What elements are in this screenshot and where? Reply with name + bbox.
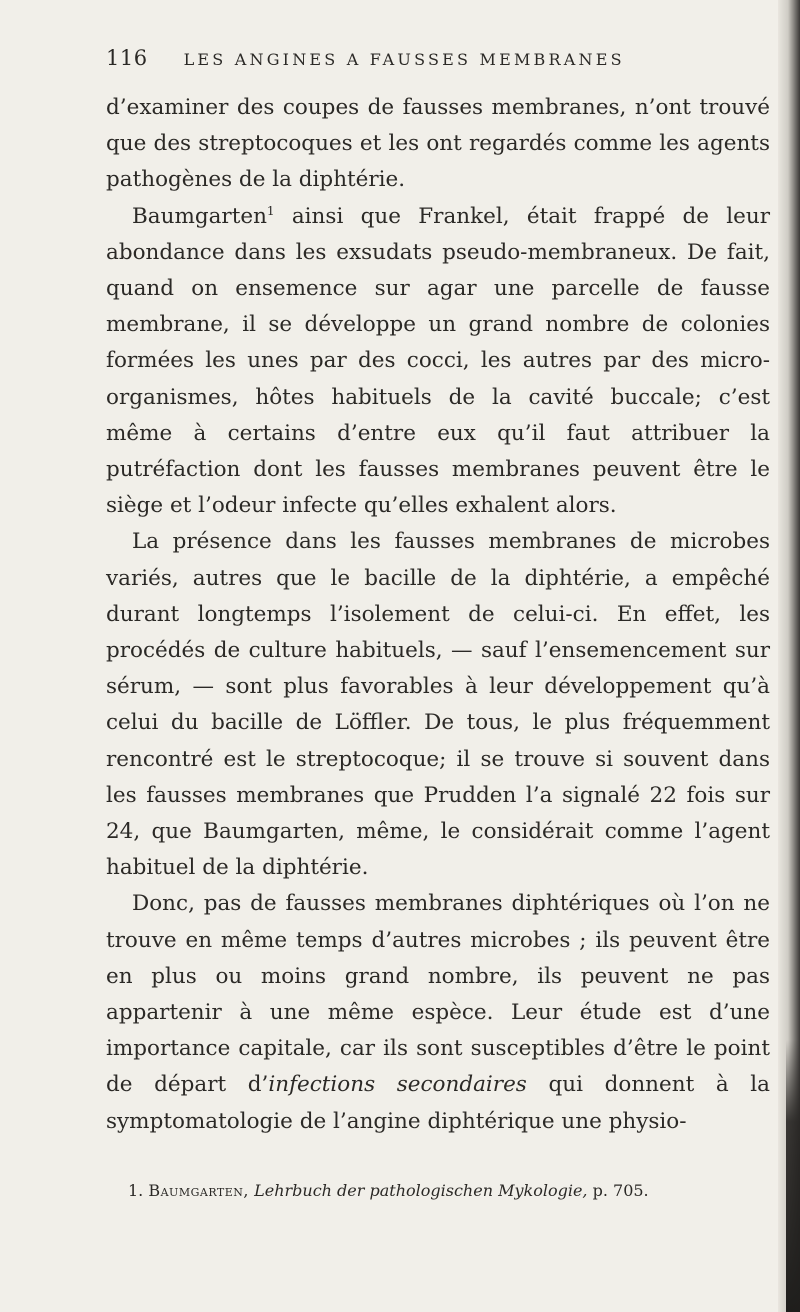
paragraph-4 (106, 886, 770, 1139)
footnote-author: Baumgarten, (148, 1181, 249, 1200)
paragraph-4-text-start: Donc, pas de fausses membranes diphtériques où l’on ne trouve en même temps d’autres microbes ; ils peuvent être en plus ou moins grand nombre, ils peuvent ne pas appartenir à une même espèce. Leur étude est d’une importance capitale, car ils sont susceptibles d’être le point de départ d’ (106, 891, 770, 1098)
footnote (128, 1181, 778, 1200)
paragraph-3-text: La présence dans les fausses membranes de microbes variés, autres que le bacille de la diphtérie, a empêché durant longtemps l’isolement de celui-ci. En effet, les procédés de culture habituels, — sauf l’ensemencement sur sérum, — sont plus favorables à leur développement qu’à celui du bacille de Löffler. De tous, le plus fréquemment rencontré est le streptocoque; il se trouve si souvent dans les fausses membranes que Prudden l’a signalé 22 fois sur 24, que Baumgarten, même, le considérait comme l’agent habituel de la diphtérie. (106, 529, 770, 881)
paragraph-2 (106, 199, 770, 525)
paragraph-1 (106, 90, 770, 199)
paragraph-2-text: ainsi que Frankel, était frappé de leur abondance dans les exsudats pseudo-membraneux. De fait, quand on ensemence sur agar une parcelle de fausse membrane, il se développe un grand nombre de colonies formées les unes par des cocci, les autres par des micro-organismes, hôtes habituels de la cavité buccale; c’est même à certains d’entre eux qu’il faut attribuer la putréfaction dont les fausses membranes peuvent être le siège et l’odeur infecte qu’elles exhalent alors. (106, 203, 770, 519)
body-text (106, 90, 770, 1140)
page-number: 116 (106, 46, 148, 70)
footnote-title: Lehrbuch der pathologischen Mykologie, (254, 1181, 588, 1200)
paragraph-4-text-end: qui donnent à la symptomatologie de l’angine diphtérique une physio- (106, 1072, 771, 1134)
paragraph-4-emphasis: infections secondaires (268, 1072, 527, 1098)
page-header (106, 46, 786, 70)
page-edge-dark (786, 1040, 800, 1312)
running-title: LES ANGINES A FAUSSES MEMBRANES (183, 50, 625, 69)
paragraph-1-text: d’examiner des coupes de fausses membranes, n’ont trouvé que des streptocoques et les ont regardés comme les agents pathogènes de la diphtérie. (106, 95, 770, 193)
paragraph-3 (106, 524, 770, 886)
footnote-page: p. 705. (592, 1181, 649, 1200)
paragraph-2-lead: Baumgarten (132, 203, 267, 229)
footnote-number: 1. (128, 1181, 144, 1200)
footnote-reference: 1 (266, 203, 275, 218)
